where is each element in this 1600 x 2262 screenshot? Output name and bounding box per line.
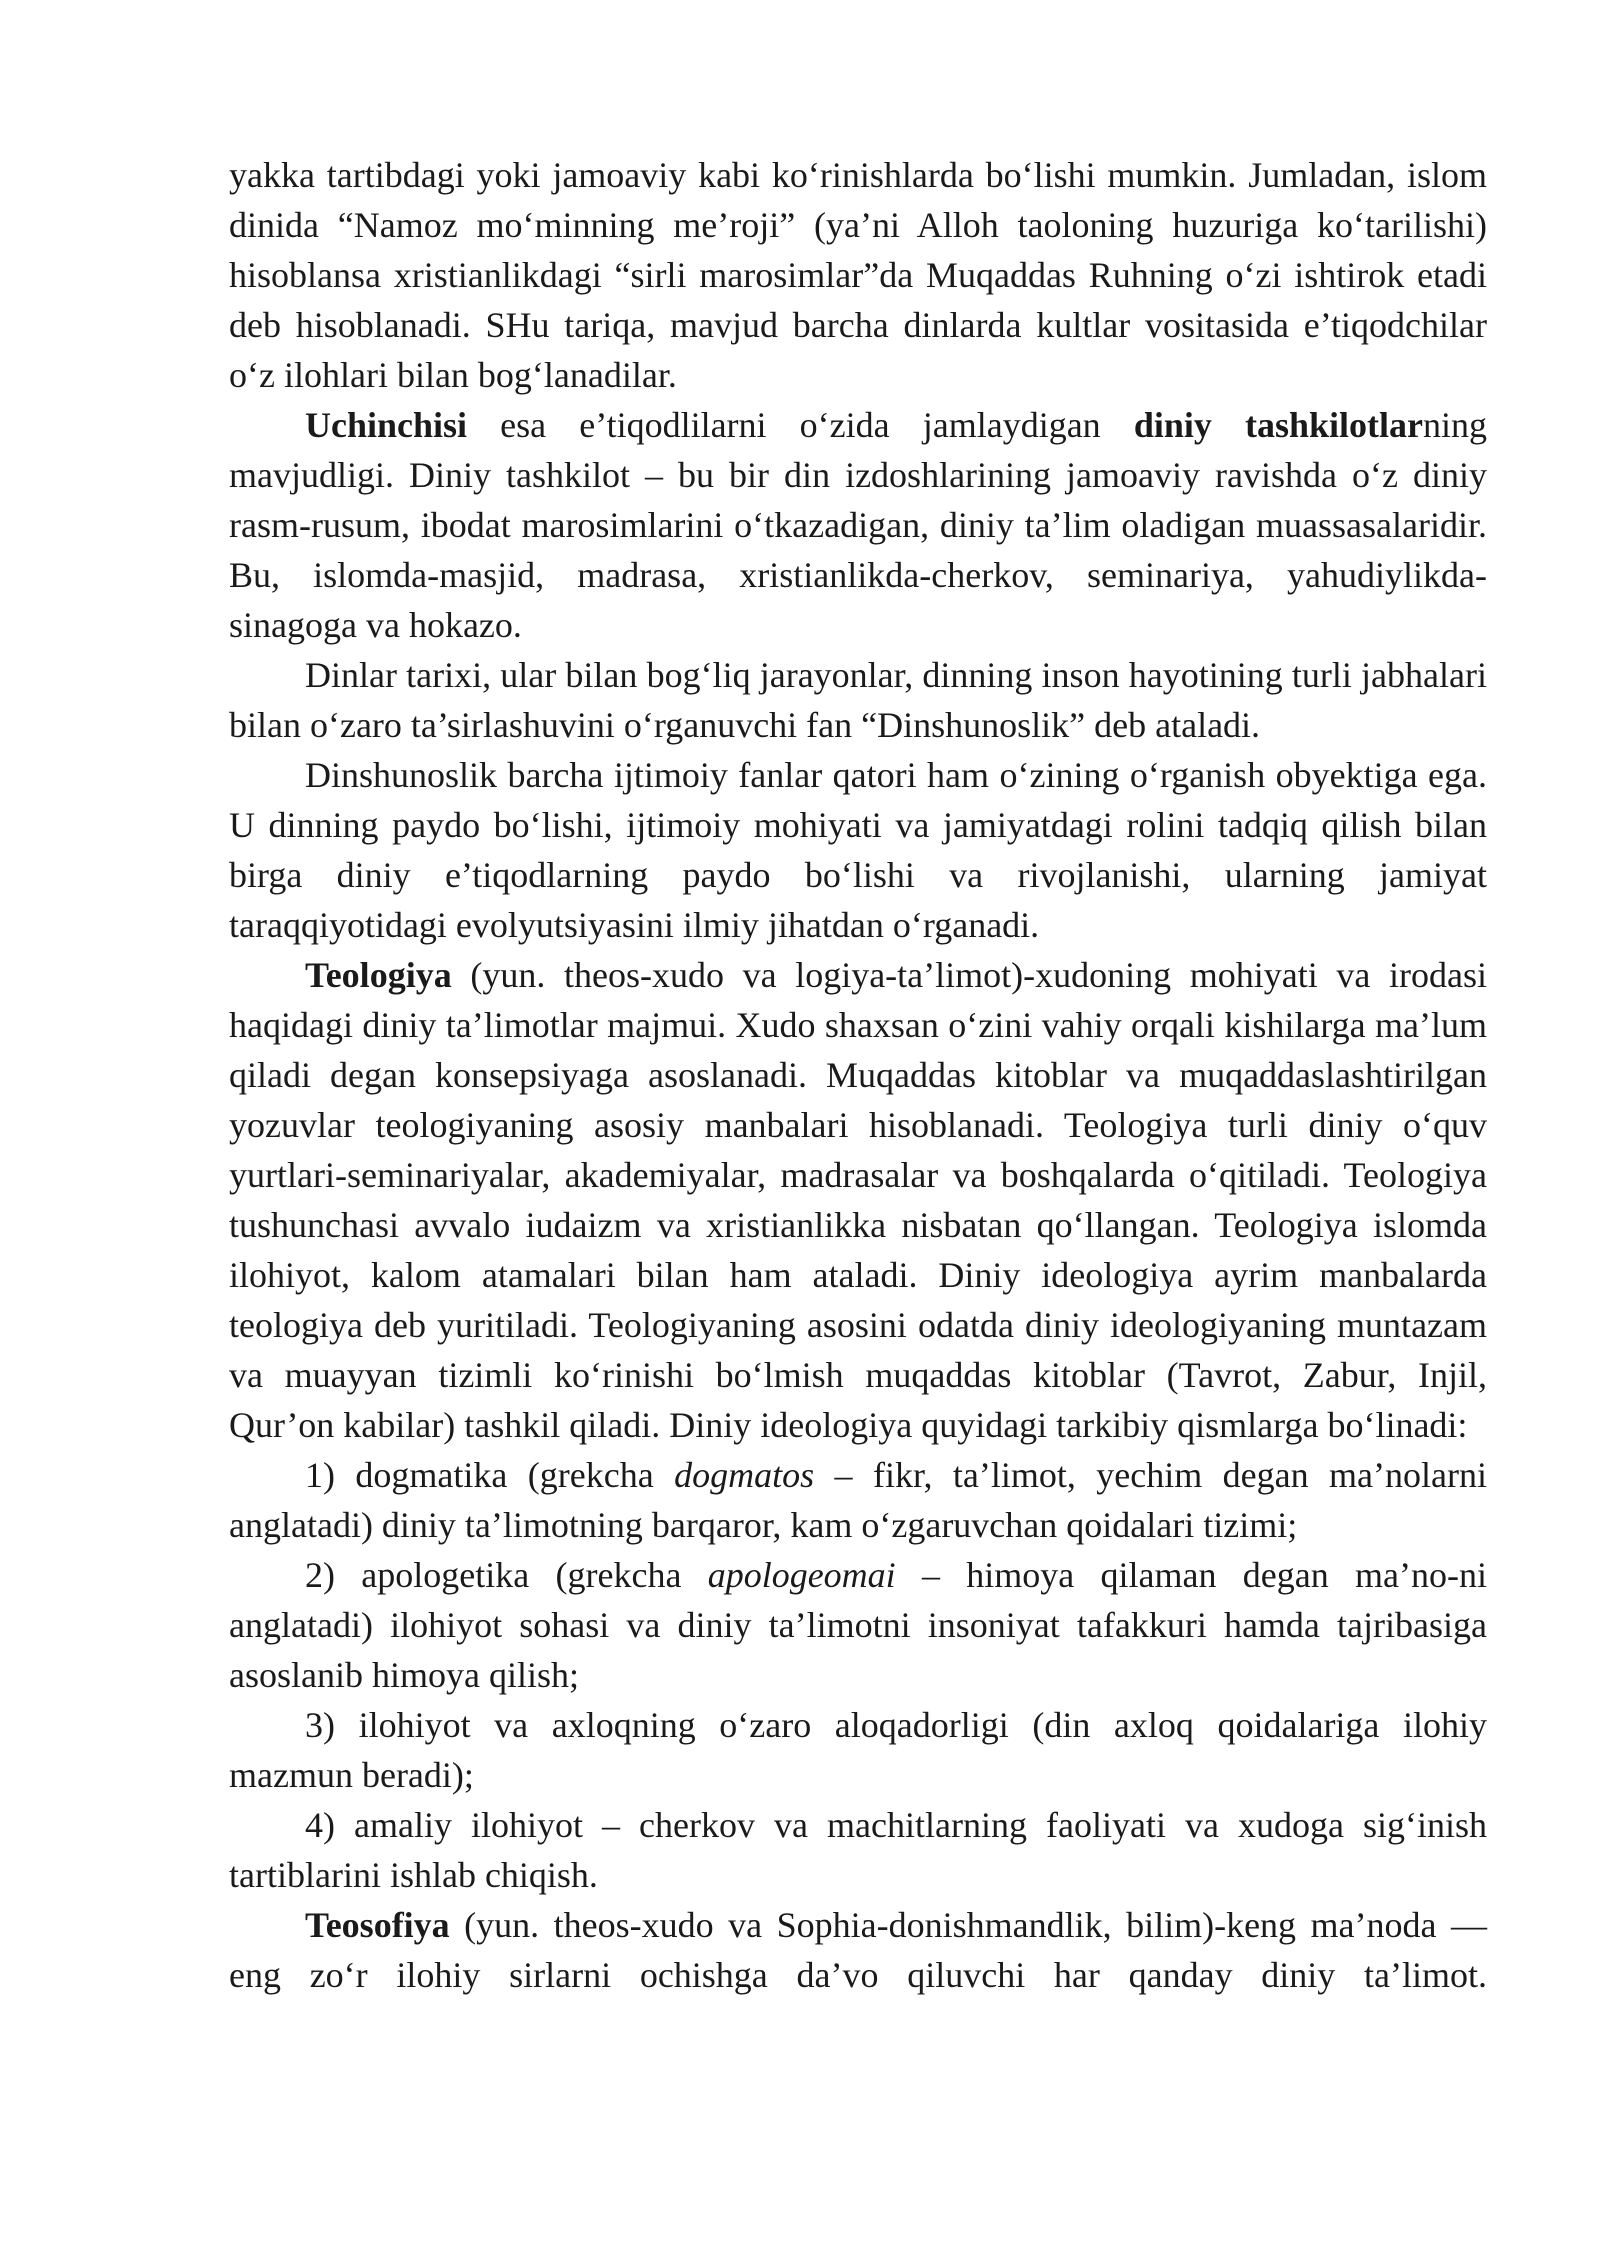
paragraph-dinshunoslik-definition: [229, 650, 1487, 750]
paragraph-text: Dinshunoslik barcha ijtimoiy fanlar qatori ham o‘zining o‘rganish obyektiga ega. U dinning paydo bo‘lishi, ijtimoiy mohiyati va jamiyatdagi rolini tadqiq qilish bilan birga diniy e’tiqodlarning paydo bo‘lishi va rivojlanishi, ularning jamiyat taraqqiyotidagi evolyutsiyasini ilmiy jihatdan o‘rganadi.: [229, 755, 1487, 945]
paragraph-text: 1) dogmatika (grekcha: [305, 1455, 675, 1495]
paragraph-text: 3) ilohiyot va axloqning o‘zaro aloqadorligi (din axloq qoidalariga ilohiy mazmun beradi);: [229, 1705, 1487, 1795]
paragraph-cult-forms: [229, 150, 1487, 400]
paragraph-religious-organizations: [229, 400, 1487, 650]
paragraph-text: Dinlar tarixi, ular bilan bog‘liq jarayonlar, dinning inson hayotining turli jabhalari bilan o‘zaro ta’sirlashuvini o‘rganuvchi fan “Dinshunoslik” deb ataladi.: [229, 655, 1487, 745]
list-item-ilohiyot-axloq: [229, 1700, 1487, 1800]
paragraph-text: – himoya qilaman degan ma’no-ni anglatadi) ilohiyot sohasi va diniy ta’limotni insoniyat tafakkuri hamda tajribasiga asoslanib himoya qilish;: [229, 1555, 1487, 1695]
list-item-apologetika: [229, 1550, 1487, 1700]
paragraph-text: 4) amaliy ilohiyot – cherkov va machitlarning faoliyati va xudoga sig‘inish tartiblarini ishlab chiqish.: [229, 1805, 1487, 1895]
paragraph-text: yakka tartibdagi yoki jamoaviy kabi ko‘rinishlarda bo‘lishi mumkin. Jumladan, islom dinida “Namoz mo‘minning me’roji” (ya’ni Alloh taoloning huzuriga ko‘tarilishi) hisoblansa xristianlikdagi “sirli marosimlar”da Muqaddas Ruhning o‘zi ishtirok etadi deb hisoblanadi. SHu tariqa, mavjud barcha dinlarda kultlar vositasida e’tiqodchilar o‘z ilohlari bilan bog‘lanadilar.: [229, 155, 1487, 395]
paragraph-text: 2) apologetika (grekcha: [305, 1555, 708, 1595]
paragraph-text: – fikr, ta’limot, yechim degan ma’nolarni anglatadi) diniy ta’limotning barqaror, kam o‘zgaruvchan qoidalari tizimi;: [229, 1455, 1487, 1545]
bold-term-diniy-tashkilotlar: diniy tashkilotlar: [1133, 405, 1423, 445]
paragraph-text: (yun. theos-xudo va Sophia-donishmandlik, bilim)-keng ma’noda — eng zo‘r ilohiy sirlarni ochishga da’vo qiluvchi har qanday diniy ta’limot.: [229, 1905, 1487, 1995]
bold-term-teosofiya: Teosofiya: [305, 1905, 450, 1945]
paragraph-text: ning mavjudligi. Diniy tashkilot – bu bir din izdoshlarining jamoaviy ravishda o‘z diniy rasm-rusum, ibodat marosimlarini o‘tkazadigan, diniy ta’lim oladigan muassasalaridir. Bu, islomda-masjid, madrasa, xristianlikda-cherkov, seminariya, yahudiylikda-sinagoga va hokazo.: [229, 405, 1488, 645]
list-item-amaliy-ilohiyot: [229, 1800, 1487, 1900]
paragraph-dinshunoslik-object: [229, 750, 1487, 950]
list-item-dogmatika: [229, 1450, 1487, 1550]
italic-term-dogmatos: dogmatos: [674, 1455, 815, 1495]
italic-term-apologeomai: apologeomai: [707, 1555, 896, 1595]
paragraph-text: esa e’tiqodlilarni o‘zida jamlaydigan: [467, 405, 1134, 445]
bold-term-teologiya: Teologiya: [305, 955, 452, 995]
paragraph-teosofiya: [229, 1900, 1487, 2000]
bold-term-uchinchisi: Uchinchisi: [305, 405, 468, 445]
paragraph-text: (yun. theos-xudo va logiya-ta’limot)-xudoning mohiyati va irodasi haqidagi diniy ta’limotlar majmui. Xudo shaxsan o‘zini vahiy orqali kishilarga ma’lum qiladi degan konsepsiyaga asoslanadi. Muqaddas kitoblar va muqaddaslashtirilgan yozuvlar teologiyaning asosiy manbalari hisoblanadi. Teologiya turli diniy o‘quv yurtlari-seminariyalar, akademiyalar, madrasalar va boshqalarda o‘qitiladi. Teologiya tushunchasi avvalo iudaizm va xristianlikka nisbatan qo‘llangan. Teologiya islomda ilohiyot, kalom atamalari bilan ham ataladi. Diniy ideologiya ayrim manbalarda teologiya deb yuritiladi. Teologiyaning asosini odatda diniy ideologiyaning muntazam va muayyan tizimli ko‘rinishi bo‘lmish muqaddas kitoblar (Tavrot, Zabur, Injil, Qur’on kabilar) tashkil qiladi. Diniy ideologiya quyidagi tarkibiy qismlarga bo‘linadi:: [229, 955, 1487, 1445]
document-page: [229, 150, 1487, 2000]
paragraph-teologiya: [229, 950, 1487, 1450]
